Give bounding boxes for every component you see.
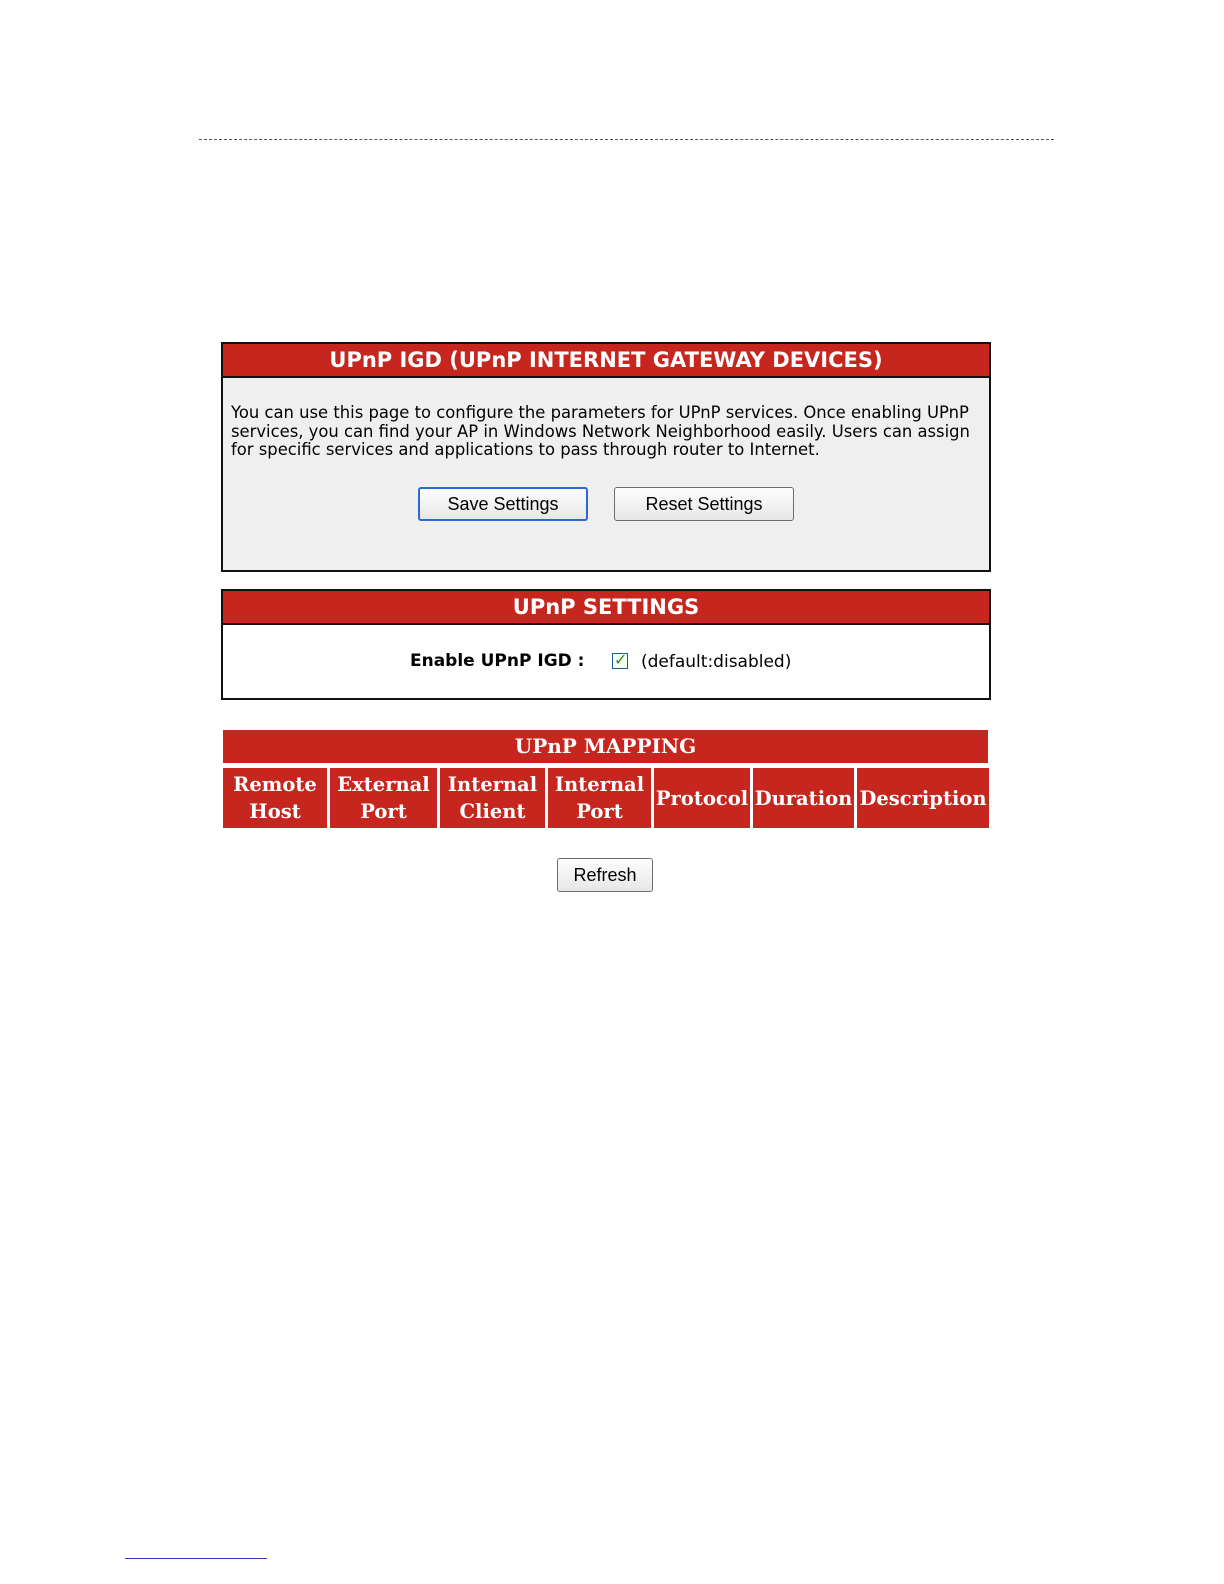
upnp-settings-panel: [221, 589, 991, 700]
checkmark-icon: ✓: [614, 650, 628, 669]
upnp-mapping-header-row: [223, 768, 989, 828]
column-protocol: Protocol: [654, 768, 750, 828]
enable-upnp-checkbox[interactable]: [612, 650, 628, 669]
footer-link-underline: [125, 1558, 267, 1559]
upnp-igd-description: You can use this page to configure the parameters for UPnP services. Once enabling UPnP services, you can find your AP in Windows Network Neighborhood easily. Users can assign for specific services and applications to pass through router to Internet.: [231, 403, 970, 459]
upnp-igd-panel: [221, 342, 991, 572]
top-divider: [199, 139, 1054, 140]
upnp-mapping-title: UPnP MAPPING: [223, 730, 988, 763]
upnp-igd-title: UPnP IGD (UPnP INTERNET GATEWAY DEVICES): [223, 344, 989, 378]
column-description: Description: [857, 768, 989, 828]
enable-upnp-default-hint: (default:disabled): [641, 652, 792, 672]
column-duration: Duration: [753, 768, 854, 828]
enable-upnp-row: [223, 649, 989, 679]
column-internal-port: Internal Port: [548, 768, 651, 828]
reset-settings-button[interactable]: Reset Settings: [614, 487, 794, 521]
column-remote-host: Remote Host: [223, 768, 327, 828]
column-internal-client: Internal Client: [440, 768, 545, 828]
upnp-settings-title: UPnP SETTINGS: [223, 591, 989, 625]
column-external-port: External Port: [330, 768, 437, 828]
igd-button-row: [223, 487, 989, 523]
refresh-button[interactable]: Refresh: [557, 858, 653, 892]
save-settings-button[interactable]: Save Settings: [418, 487, 588, 521]
enable-upnp-label: Enable UPnP IGD :: [410, 651, 585, 671]
